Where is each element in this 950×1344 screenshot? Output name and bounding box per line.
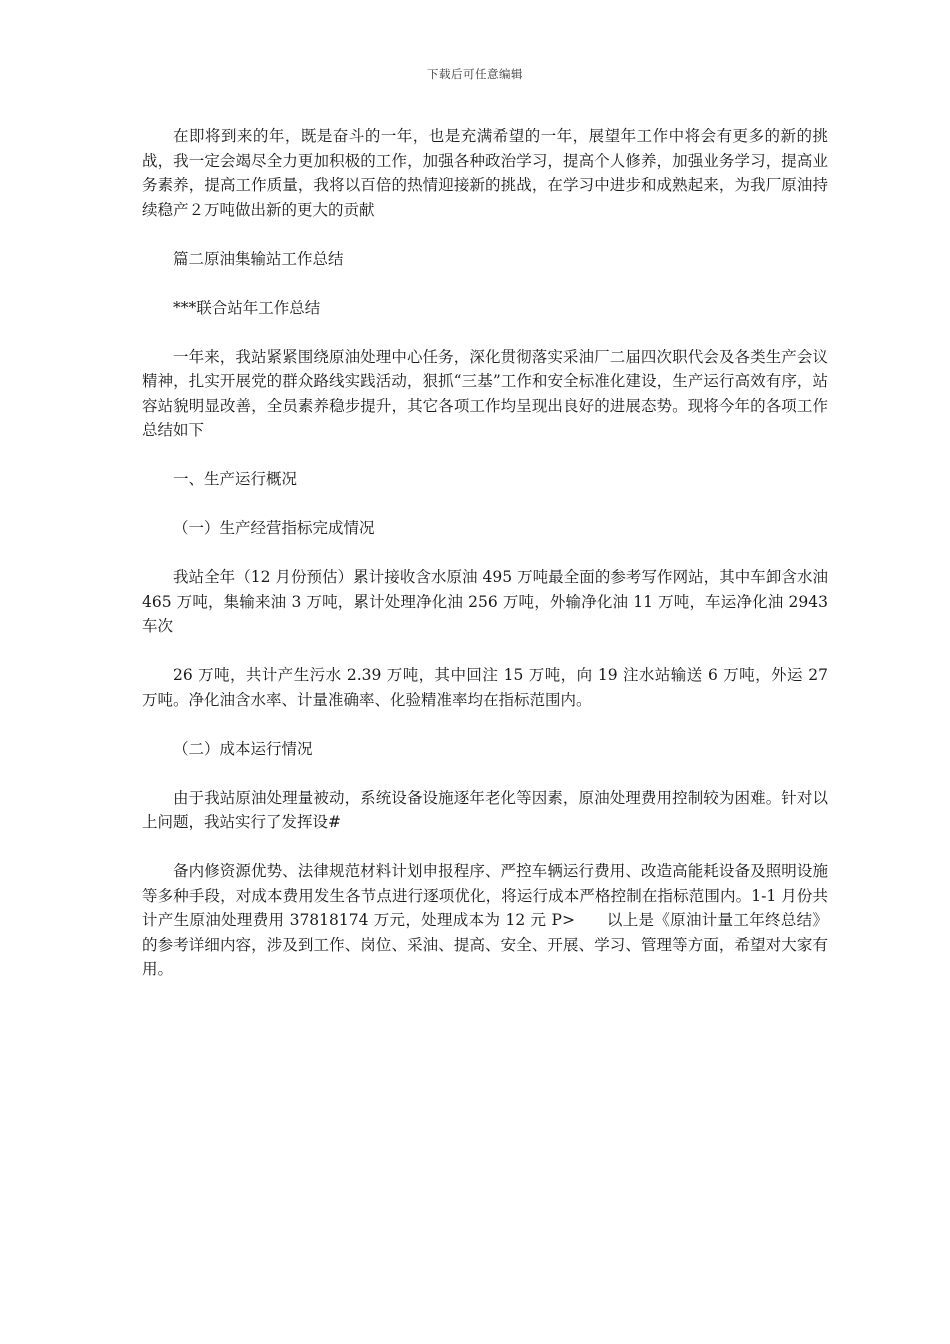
heading-production-overview: 一、生产运行概况: [173, 470, 298, 488]
document-body: [142, 124, 828, 1006]
paragraph-wastewater: 26 万吨，共计产生污水 2.39 万吨，其中回注 15 万吨，向 19 注水站输送 6 万吨，外运 27 万吨。净化油含水率、计量准确率、化验精准率均在指标范围内。: [142, 666, 828, 709]
paragraph-cost-difficulty: 由于我站原油处理量被动，系统设备设施逐年老化等因素，原油处理费用控制较为困难。针对以上问题，我站实行了发挥设#: [142, 788, 828, 831]
subheading-cost: （二）成本运行情况: [173, 739, 313, 758]
page-header: 下载后可任意编辑: [427, 67, 523, 81]
paragraph-intro: 一年来，我站紧紧围绕原油处理中心任务，深化贯彻落实采油厂二届四次职代会及各类生产会议精神，扎实开展党的群众路线实践活动，狠抓“三基”工作和安全标准化建设，生产运行高效有序，站容站貌明显改善，全员素养稳步提升，其它各项工作均呈现出良好的进展态势。现将今年的各项工作总结如下: [142, 347, 828, 439]
paragraph-cost-measures: 备内修资源优势、法律规范材料计划申报程序、严控车辆运行费用、改造高能耗设备及照明设施等多种手段，对成本费用发生各节点进行逐项优化，将运行成本严格控制在指标范围内。1-1 月份共计产生原油处理费用 37818174 万元，处理成本为 12 元 P> 以上是《原油计量工年终总结》的参考详细内容，涉及到工作、岗位、采油、提高、安全、开展、学习、管理等方面，希望对大家有用。: [142, 862, 828, 978]
paragraph-closing-outlook: 在即将到来的年，既是奋斗的一年，也是充满希望的一年，展望年工作中将会有更多的新的挑战，我一定会竭尽全力更加积极的工作，加强各种政治学习，提高个人修养，加强业务学习，提高业务素养，提高工作质量，我将以百倍的热情迎接新的挑战，在学习中进步和成熟起来，为我厂原油持续稳产２万吨做出新的更大的贡献: [142, 127, 828, 219]
paragraph-annual-volume: 我站全年（12 月份预估）累计接收含水原油 495 万吨最全面的参考写作网站，其中车卸含水油 465 万吨，集输来油 3 万吨，累计处理净化油 256 万吨，外输净化油 11 万吨，车运净化油 2943 车次: [142, 568, 828, 635]
document-subtitle: ***联合站年工作总结: [173, 298, 321, 317]
subheading-indicators: （一）生产经营指标完成情况: [173, 519, 375, 537]
section-title-part-two: 篇二原油集输站工作总结: [173, 249, 344, 268]
